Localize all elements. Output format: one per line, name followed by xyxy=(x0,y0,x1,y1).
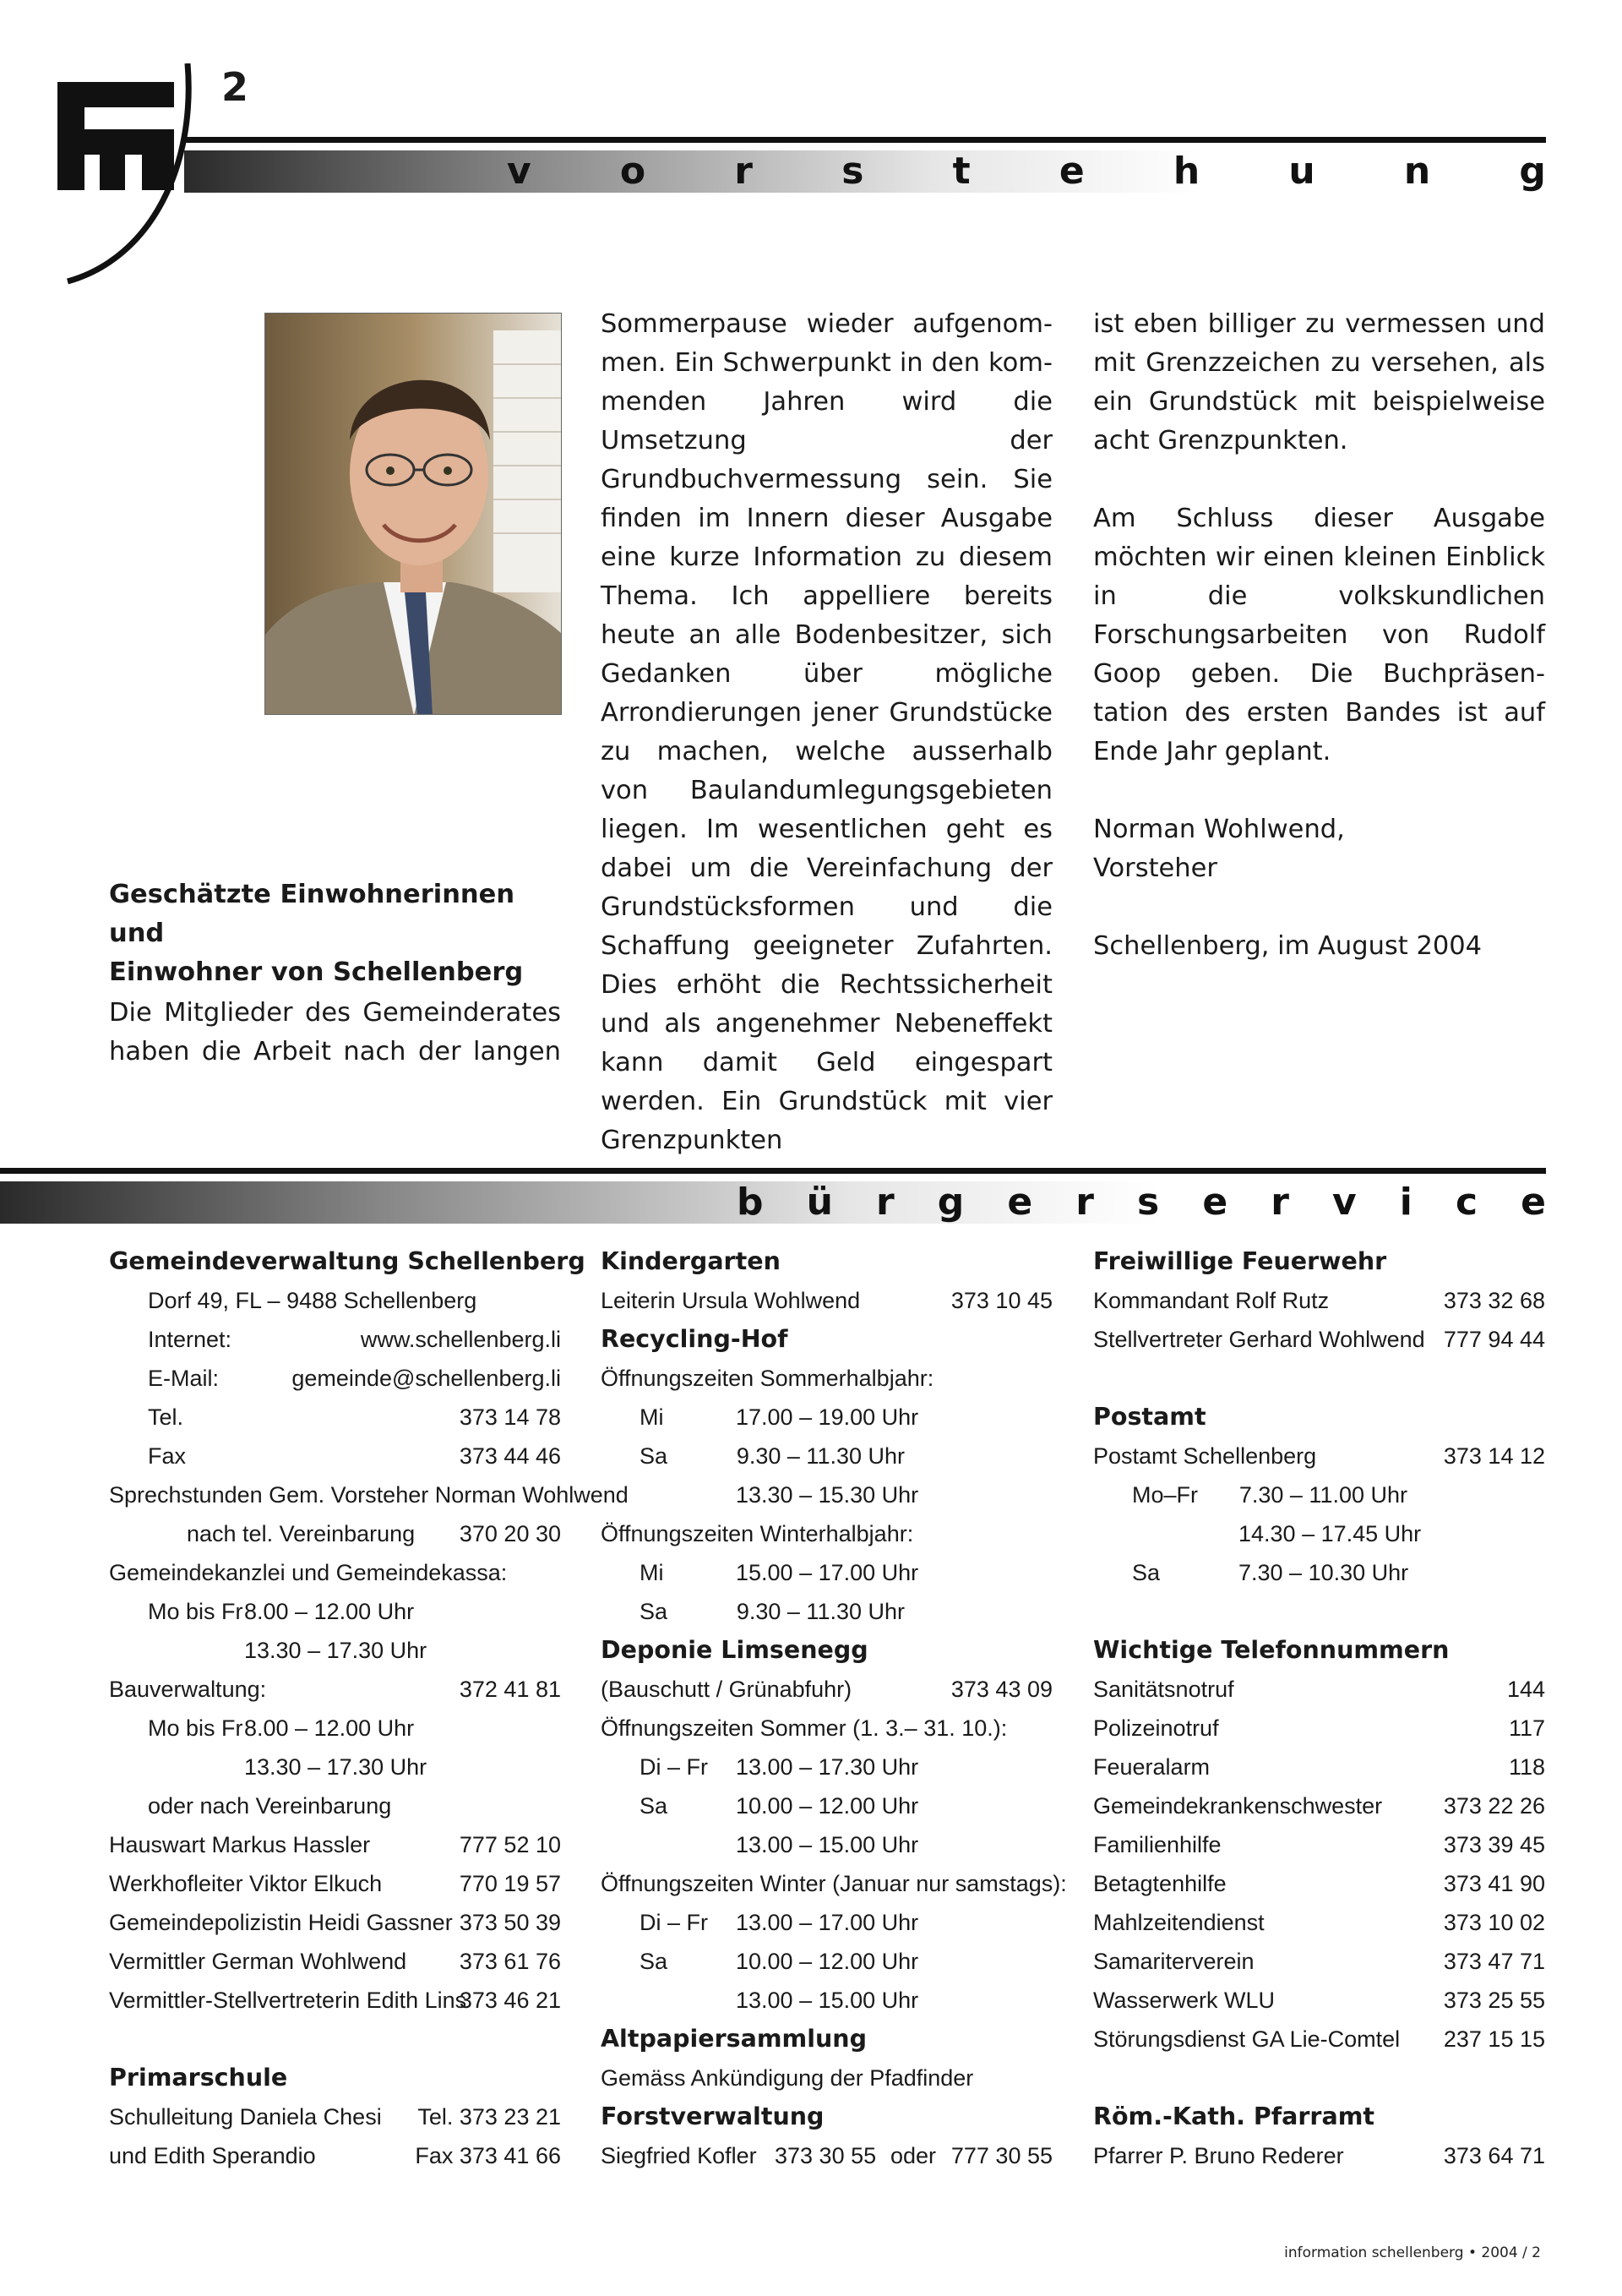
schedule-day: Mi xyxy=(640,1404,664,1430)
buergerservice-letter: b xyxy=(737,1181,764,1224)
phone-row xyxy=(1093,1903,1545,1942)
deponie-note: (Bauschutt / Grünabfuhr) xyxy=(601,1677,852,1702)
internet-link[interactable]: www.schellenberg.li xyxy=(360,1327,561,1352)
pfarramt-contact: Pfarrer P. Bruno Rederer xyxy=(1093,2143,1344,2168)
service-rule xyxy=(0,1168,1546,1174)
sprechstunden-note-label: nach tel. Vereinbarung xyxy=(187,1521,416,1546)
buergerservice-letter: e xyxy=(1202,1181,1228,1224)
phone-row xyxy=(1093,1942,1545,1981)
page-footer: information schellenberg • 2004 / 2 xyxy=(1284,2244,1541,2261)
vorstehung-letter: o xyxy=(619,150,646,193)
deponie-summer-row xyxy=(601,1748,1053,1786)
kanzlei-hours-1 xyxy=(109,1592,561,1631)
telefon-heading: Wichtige Telefonnummern xyxy=(1093,1636,1450,1664)
postamt-days-sat: Sa xyxy=(1132,1560,1161,1585)
pfarramt-tel: 373 64 71 xyxy=(1443,2143,1545,2168)
recycling-summer-row xyxy=(601,1437,1053,1475)
contact-name: Vermittler-Stellvertreterin Edith Lins xyxy=(109,1988,467,2013)
kindergarten-tel: 373 10 45 xyxy=(950,1288,1053,1313)
bau-note: oder nach Vereinbarung xyxy=(148,1793,392,1819)
vorstehung-letter: v xyxy=(507,150,531,193)
kindergarten-heading: Kindergarten xyxy=(601,1247,781,1275)
feuerwehr-tel: 777 94 44 xyxy=(1443,1327,1545,1352)
deponie-winter-row xyxy=(601,1903,1053,1942)
phone-list xyxy=(1093,1670,1545,2059)
altpapier-heading: Altpapiersammlung xyxy=(601,2025,867,2053)
phone-label: Samariterverein xyxy=(1093,1949,1255,1974)
deponie-row xyxy=(601,1670,1053,1709)
fax-value: 373 44 46 xyxy=(459,1443,561,1469)
deponie-winter-label: Öffnungszeiten Winter (Januar nur samstags): xyxy=(601,1871,1067,1896)
schedule-day: Di – Fr xyxy=(640,1910,708,1935)
email-link[interactable]: gemeinde@schellenberg.li xyxy=(291,1366,561,1391)
schedule-time: 15.00 – 17.00 Uhr xyxy=(736,1560,919,1585)
spacer xyxy=(109,2020,561,2059)
vorstehung-letter: e xyxy=(1059,150,1085,193)
bauverwaltung-label: Bauverwaltung: xyxy=(109,1677,267,1702)
phone-label: Feueralarm xyxy=(1093,1754,1211,1780)
primarschule-contact: Schulleitung Daniela Chesi xyxy=(109,2104,382,2130)
gemeinde-address: Dorf 49, FL – 9488 Schellenberg xyxy=(148,1288,477,1313)
phone-number: 144 xyxy=(1506,1677,1545,1702)
contact-row xyxy=(109,1825,561,1864)
contact-row xyxy=(109,1903,561,1942)
spacer xyxy=(1093,1359,1545,1398)
phone-row xyxy=(1093,1670,1545,1709)
primarschule-line-2 xyxy=(109,2136,561,2175)
vorstehung-letter: h xyxy=(1173,150,1200,193)
phone-label: Betagtenhilfe xyxy=(1093,1871,1227,1896)
sprechstunden-tel: 370 20 30 xyxy=(459,1521,561,1546)
buergerservice-letter: i xyxy=(1399,1181,1412,1224)
deponie-winter-row xyxy=(601,1981,1053,2020)
buergerservice-letter: r xyxy=(1271,1181,1289,1224)
intro-body-text: Sommerpause wieder aufgenommen. Ein Schwerpunkt in den kommenden Jahren wird die Umsetzung der Grundbuchvermessung sein. Sie finden im Innern dieser Ausgabe eine kurze Information zu diesem Thema. Ich appelliere bereits heute an alle Bodenbesitzer, sich Gedanken über mögliche Arrondierungen jener Grundstücke zu machen, welche ausserhalb von Baulandumlegungsgebieten liegen. Im wesentlichen geht es dabei um die Vereinfachung der Grundstücksformen und die Schaffung geeigneter Zufahrten. Dies erhöht die Rechtssicherheit und als angenehmer Nebeneffekt kann damit Geld eingespart werden. Ein Grundstück mit vier Grenzpunkten xyxy=(601,309,1053,1155)
primarschule-heading: Primarschule xyxy=(109,2064,288,2091)
forst-tel-1: 373 30 55 xyxy=(775,2143,877,2168)
tel-value: 373 14 78 xyxy=(459,1404,561,1430)
phone-row xyxy=(1093,2020,1545,2059)
schedule-time: 13.00 – 17.00 Uhr xyxy=(736,1910,919,1935)
postamt-time-1: 7.30 – 11.00 Uhr xyxy=(1238,1482,1407,1508)
spacer xyxy=(1093,1592,1545,1631)
phone-row xyxy=(1093,1825,1545,1864)
phone-label: Polizeinotruf xyxy=(1093,1715,1219,1741)
kindergarten-contact: Leiterin Ursula Wohlwend xyxy=(601,1288,861,1313)
bau-hours-2 xyxy=(109,1748,561,1786)
forst-tel-2: 777 30 55 xyxy=(950,2143,1053,2168)
recycling-heading: Recycling-Hof xyxy=(601,1325,788,1353)
postamt-heading: Postamt xyxy=(1093,1403,1206,1431)
gemeindeverwaltung-heading: Gemeindeverwaltung Schellenberg xyxy=(109,1247,585,1275)
contact-tel: 770 19 57 xyxy=(459,1871,561,1896)
postamt-hours-1 xyxy=(1093,1475,1545,1514)
postamt-hours-3 xyxy=(1093,1553,1545,1592)
forst-heading: Forstverwaltung xyxy=(601,2102,825,2130)
forst-or: oder xyxy=(890,2143,937,2168)
recycling-summer-label: Öffnungszeiten Sommerhalbjahr: xyxy=(601,1366,934,1391)
phone-row xyxy=(1093,1709,1545,1748)
recycling-winter-label: Öffnungszeiten Winterhalbjahr: xyxy=(601,1521,914,1546)
kanzlei-hours-2 xyxy=(109,1631,561,1670)
pfarramt-heading: Röm.-Kath. Pfarramt xyxy=(1093,2102,1375,2130)
vorstehung-letter: g xyxy=(1519,150,1546,193)
place-date: Schellenberg, im August 2004 xyxy=(1093,931,1483,961)
contact-tel: 373 46 21 xyxy=(459,1988,561,2013)
kanzlei-days: Mo bis Fr xyxy=(148,1599,243,1624)
intro-closing-paragraph-1: ist eben billiger zu vermessen und mit Grenzzeichen zu versehen, als ein Grundstück mit beispielweise acht Grenzpunkten. xyxy=(1093,309,1545,455)
buergerservice-letter: v xyxy=(1332,1181,1357,1224)
sprechstunden: Sprechstunden Gem. Vorsteher Norman Wohlwend xyxy=(109,1482,629,1508)
postamt-time-2: 14.30 – 17.45 Uhr xyxy=(1238,1521,1422,1546)
phone-row xyxy=(1093,1786,1545,1825)
buergerservice-letter: ü xyxy=(806,1181,833,1224)
intro-text-line-2: haben die Arbeit nach der langen xyxy=(109,1037,561,1066)
schedule-day: Sa xyxy=(640,1443,668,1469)
contact-name: Hauswart Markus Hassler xyxy=(109,1832,371,1857)
primarschule-tel: Tel. 373 23 21 xyxy=(417,2104,561,2130)
schedule-time: 9.30 – 11.30 Uhr xyxy=(736,1443,905,1469)
phone-label: Mahlzeitendienst xyxy=(1093,1910,1265,1935)
primarschule-contact-2: und Edith Sperandio xyxy=(109,2143,316,2168)
kindergarten-row xyxy=(601,1281,1053,1320)
sprechstunden-note xyxy=(109,1514,561,1553)
postamt-row xyxy=(1093,1437,1545,1475)
feuerwehr-heading: Freiwillige Feuerwehr xyxy=(1093,1247,1387,1275)
schedule-time: 9.30 – 11.30 Uhr xyxy=(736,1599,905,1624)
contact-name: Vermittler German Wohlwend xyxy=(109,1949,407,1974)
contact-row xyxy=(109,1942,561,1981)
recycling-summer-row xyxy=(601,1475,1053,1514)
vorstehung-letter: u xyxy=(1288,150,1315,193)
feuerwehr-tel: 373 32 68 xyxy=(1443,1288,1545,1313)
feuerwehr-contact: Stellvertreter Gerhard Wohlwend xyxy=(1093,1327,1425,1352)
schedule-time: 13.00 – 15.00 Uhr xyxy=(736,1988,919,2013)
vorstehung-letter: s xyxy=(841,150,864,193)
contact-tel: 373 61 76 xyxy=(459,1949,561,1974)
fax-label: Fax xyxy=(148,1443,187,1469)
phone-label: Störungsdienst GA Lie-Comtel xyxy=(1093,2026,1401,2052)
intro-text-line-1: Die Mitglieder des Gemeinderates xyxy=(109,998,561,1028)
signature-name: Norman Wohlwend, xyxy=(1093,815,1345,844)
email-label: E-Mail: xyxy=(148,1366,220,1391)
service-column-3 xyxy=(1093,1242,1545,2175)
buergerservice-letter: e xyxy=(1521,1181,1546,1224)
deponie-heading: Deponie Limsenegg xyxy=(601,1636,868,1664)
phone-row xyxy=(1093,1864,1545,1903)
buergerservice-letter: c xyxy=(1455,1181,1478,1224)
signature-role: Vorsteher xyxy=(1093,854,1217,883)
service-column-1 xyxy=(109,1242,629,2175)
bau-days: Mo bis Fr xyxy=(148,1715,243,1741)
altpapier-note: Gemäss Ankündigung der Pfadfinder xyxy=(601,2065,974,2091)
bau-time-2: 13.30 – 17.30 Uhr xyxy=(244,1754,427,1780)
buergerservice-letter: g xyxy=(937,1181,965,1224)
deponie-summer-row xyxy=(601,1825,1053,1864)
recycling-summer-row xyxy=(601,1398,1053,1437)
recycling-winter-row xyxy=(601,1592,1053,1631)
tel-label: Tel. xyxy=(148,1404,184,1430)
gemeinde-email xyxy=(109,1359,561,1398)
primarschule-line-1 xyxy=(109,2097,561,2136)
section-title-vorstehung xyxy=(507,150,1546,193)
header-rule xyxy=(184,137,1546,143)
greeting-title-line-1: Geschätzte Einwohnerinnen und xyxy=(109,880,515,948)
deponie-summer-row xyxy=(601,1786,1053,1825)
phone-number: 373 47 71 xyxy=(1443,1949,1545,1974)
phone-number: 118 xyxy=(1508,1754,1545,1780)
schedule-time: 13.00 – 15.00 Uhr xyxy=(736,1832,919,1857)
phone-number: 237 15 15 xyxy=(1443,2026,1545,2052)
vorstehung-letter: t xyxy=(952,150,971,193)
feuerwehr-contact: Kommandant Rolf Rutz xyxy=(1093,1288,1330,1313)
phone-label: Gemeindekrankenschwester xyxy=(1093,1793,1383,1819)
phone-label: Familienhilfe xyxy=(1093,1832,1222,1857)
greeting-title-line-2: Einwohner von Schellenberg xyxy=(109,957,524,987)
recycling-winter-row xyxy=(601,1553,1053,1592)
deponie-summer-label: Öffnungszeiten Sommer (1. 3.– 31. 10.): xyxy=(601,1715,1008,1741)
phone-number: 373 22 26 xyxy=(1443,1793,1545,1819)
intro-column-1 xyxy=(109,875,561,1072)
gemeindekanzlei-label: Gemeindekanzlei und Gemeindekassa: xyxy=(109,1560,508,1585)
schedule-day: Sa xyxy=(640,1949,668,1974)
phone-number: 373 25 55 xyxy=(1443,1988,1545,2013)
postamt-tel: 373 14 12 xyxy=(1443,1443,1545,1469)
intro-column-2 xyxy=(601,305,1053,1160)
buergerservice-letter: r xyxy=(875,1181,895,1224)
contact-row xyxy=(109,1981,561,2020)
gemeinde-internet xyxy=(109,1320,561,1359)
deponie-winter-row xyxy=(601,1942,1053,1981)
phone-row xyxy=(1093,1981,1545,2020)
contact-row xyxy=(109,1864,561,1903)
primarschule-fax: Fax 373 41 66 xyxy=(415,2143,561,2168)
postamt-hours-2 xyxy=(1093,1514,1545,1553)
schedule-day: Sa xyxy=(640,1599,668,1624)
postamt-time-3: 7.30 – 10.30 Uhr xyxy=(1238,1560,1409,1585)
schedule-time: 13.00 – 17.30 Uhr xyxy=(736,1754,919,1780)
phone-number: 117 xyxy=(1508,1715,1545,1741)
phone-label: Sanitätsnotruf xyxy=(1093,1677,1234,1702)
contact-name: Werkhofleiter Viktor Elkuch xyxy=(109,1871,383,1896)
schedule-time: 13.30 – 15.30 Uhr xyxy=(736,1482,919,1508)
contact-tel: 373 50 39 xyxy=(459,1910,561,1935)
schedule-day: Sa xyxy=(640,1793,668,1819)
buergerservice-letter: r xyxy=(1075,1181,1094,1224)
postamt-name: Postamt Schellenberg xyxy=(1093,1443,1317,1469)
kanzlei-time-1: 8.00 – 12.00 Uhr xyxy=(244,1599,415,1624)
forst-row xyxy=(601,2136,1053,2175)
buergerservice-letter: s xyxy=(1137,1181,1160,1224)
phone-number: 373 41 90 xyxy=(1443,1871,1545,1896)
gemeinde-tel xyxy=(109,1398,561,1437)
gemeinde-fax xyxy=(109,1437,561,1475)
schedule-time: 17.00 – 19.00 Uhr xyxy=(736,1404,919,1430)
spacer xyxy=(1093,2059,1545,2097)
feuerwehr-row xyxy=(1093,1320,1545,1359)
phone-row xyxy=(1093,1748,1545,1786)
schedule-time: 10.00 – 12.00 Uhr xyxy=(736,1793,919,1819)
portrait-photo xyxy=(264,313,562,715)
forst-contact: Siegfried Kofler xyxy=(601,2143,757,2168)
pfarramt-row xyxy=(1093,2136,1545,2175)
deponie-tel: 373 43 09 xyxy=(950,1677,1053,1702)
section-title-buergerservice xyxy=(737,1181,1546,1224)
intro-closing-paragraph-2: Am Schluss dieser Ausgabe möchten wir einen kleinen Einblick in die volkskundlichen Forschungsarbeiten von Rudolf Goop geben. Die Buchpräsentation des ersten Bandes ist auf Ende Jahr geplant. xyxy=(1093,504,1545,766)
schedule-day: Di – Fr xyxy=(640,1754,708,1780)
schedule-day: Mi xyxy=(640,1560,664,1585)
contact-tel: 777 52 10 xyxy=(459,1832,561,1857)
bauverwaltung-tel: 372 41 81 xyxy=(459,1677,561,1702)
intro-column-3 xyxy=(1093,305,1545,966)
schedule-time: 10.00 – 12.00 Uhr xyxy=(736,1949,919,1974)
bauverwaltung xyxy=(109,1670,561,1709)
bau-time-1: 8.00 – 12.00 Uhr xyxy=(244,1715,415,1741)
postamt-days: Mo–Fr xyxy=(1132,1482,1199,1508)
service-column-2 xyxy=(601,1242,1067,2175)
vorstehung-letter: n xyxy=(1403,150,1431,193)
phone-number: 373 39 45 xyxy=(1443,1832,1545,1857)
bau-hours-1 xyxy=(109,1709,561,1748)
feuerwehr-row xyxy=(1093,1281,1545,1320)
phone-number: 373 10 02 xyxy=(1443,1910,1545,1935)
contact-name: Gemeindepolizistin Heidi Gassner xyxy=(109,1910,453,1935)
vorstehung-letter: r xyxy=(734,150,753,193)
internet-label: Internet: xyxy=(148,1327,232,1352)
page-number: 2 xyxy=(221,64,249,110)
buergerservice-letter: e xyxy=(1007,1181,1033,1224)
phone-label: Wasserwerk WLU xyxy=(1093,1988,1276,2013)
kanzlei-time-2: 13.30 – 17.30 Uhr xyxy=(244,1638,427,1663)
